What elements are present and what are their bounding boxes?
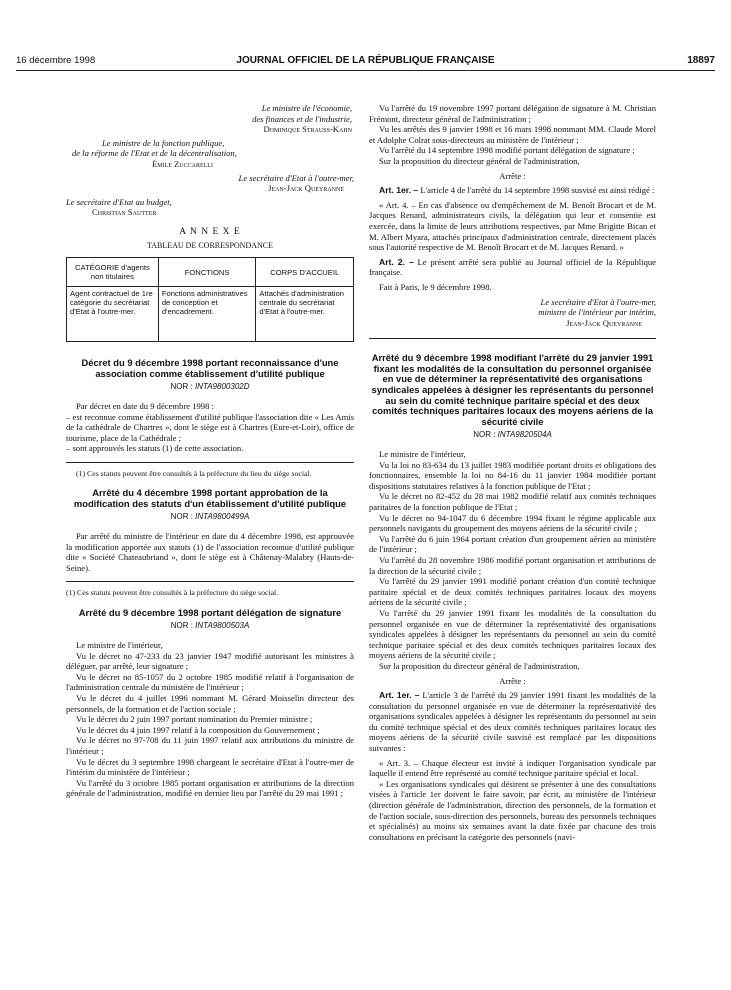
- signature-economy: [66, 103, 354, 135]
- article-4-quote: « Art. 4. – En cas d'absence ou d'empêchement de M. Benoît Brocart et de M. Jacques Renard, administrateurs civils, la délégation qui leur et consentie est exercée, dans la limite de leurs attributions respectives, par Mme Brigitte Bican et M. Albert Myara, attachés principaux d'administration centrale, directement placés sous l'autorité respective de M. Benoît Brocart et de M. Jacques Renard. »: [369, 199, 656, 253]
- footnote-separator: [66, 462, 354, 463]
- header-page-number: 18897: [687, 55, 715, 66]
- article-2: [369, 257, 656, 278]
- arrete2-paragraph: Vu le décret no 47-233 du 23 janvier 1947 modifié autorisant les ministres à déléguer, par arrêté, leur signature ;: [66, 650, 354, 672]
- arrete-word: Arrête :: [499, 675, 526, 686]
- signature-name: Christian Sautter: [92, 207, 157, 218]
- arrete1-footnote: (1) Ces statuts peuvent être consultés à la préfecture du siège social.: [66, 588, 279, 598]
- decret-footnote: (1) Ces statuts peuvent être consultés à la préfecture du lieu du siège social.: [76, 468, 312, 478]
- nor-code: INTA9800302D: [194, 382, 250, 392]
- arrete1-paragraph: Par arrêté du ministre de l'intérieur en date du 4 décembre 1998, est approuvée la modification apportée aux statuts (1) de l'association reconnue d'utilité publique dite « Société Chateaubriand », dont le siège est à Châtenay-Malabry (Hauts-de-Seine).: [66, 531, 354, 573]
- signature-title: des finances et de l'industrie,: [252, 113, 352, 124]
- table-cell: Agent contractuel de 1re catégorie du secrétariat d'Etat à l'outre-mer.: [67, 287, 159, 342]
- nor-code: INTA9800503A: [195, 621, 250, 631]
- arrete2-nor: NOR : INTA9800503A: [170, 621, 250, 631]
- arrete3-paragraph: Vu l'arrêté du 28 novembre 1986 modifié portant organisation et attributions de la direction de la sécurité civile ;: [369, 554, 656, 576]
- arrete2-title: Arrêté du 9 décembre 1998 portant délégation de signature: [78, 606, 342, 618]
- signature-title: Le ministre de l'économie,: [261, 103, 352, 113]
- signature-title: de la réforme de l'Etat et de la décentralisation,: [72, 148, 237, 159]
- right-paragraph: Vu l'arrêté du 19 novembre 1997 portant délégation de signature à M. Christian Frémont, directeur général de l'administration ;: [369, 103, 656, 124]
- signature-title: Le ministre de la fonction publique,: [102, 137, 225, 148]
- header-journal-title: JOURNAL OFFICIEL DE LA RÉPUBLIQUE FRANÇAISE: [236, 55, 495, 66]
- decret-paragraph: – sont approuvés les statuts (1) de cette association.: [66, 443, 244, 454]
- header-date: 16 décembre 1998: [16, 55, 96, 66]
- arrete3-paragraph: Sur la proposition du directeur général de l'administration,: [379, 660, 580, 671]
- table-cell: Attachés d'administration centrale du secrétariat d'Etat à l'outre-mer.: [256, 287, 354, 342]
- arrete3-paragraph: Vu le décret no 82-452 du 28 mai 1982 modifié relatif aux comités techniques paritaires de la fonction publique de l'Etat ;: [369, 491, 656, 512]
- signature-title: Le secrétaire d'Etat au budget,: [66, 196, 172, 207]
- signature-overseas: [66, 173, 354, 194]
- arrete2-paragraph: Vu le décret du 3 septembre 1998 chargeant le secrétaire d'Etat à l'outre-mer de l'intérim du ministère de l'intérieur ;: [66, 756, 354, 778]
- arrete3-paragraph: Vu l'arrêté du 29 janvier 1991 modifié portant création d'un comité technique paritaire spécial et de deux comités techniques paritaires locaux des moyens aériens de la sécurité civile ;: [369, 576, 656, 608]
- arrete-word: Arrête :: [499, 170, 526, 181]
- decret-title: Décret du 9 décembre 1998 portant reconnaissance d'une association comme établissement d'utilité publique: [81, 357, 339, 379]
- header-rule: [16, 70, 715, 71]
- arrete2-paragraph: Vu le décret du 2 juin 1997 portant nomination du Premier ministre ;: [76, 714, 313, 725]
- arrete2-paragraph: Vu l'arrêté du 3 octobre 1985 portant organisation et attributions de la direction générale de l'administration, modifié en dernier lieu par l'arrêté du 29 mai 1991 ;: [66, 777, 354, 799]
- table-cell: Fonctions administratives de conception et d'encadrement.: [158, 287, 256, 342]
- signature-name: Jean-Jack Queyranne: [566, 317, 642, 328]
- table-header: FONCTIONS: [158, 258, 256, 287]
- fait-line: Fait à Paris, le 9 décembre 1998.: [379, 281, 492, 292]
- decret-nor: NOR : INTA9800302D: [170, 382, 250, 392]
- decret-paragraph: – est reconnue comme établissement d'utilité publique l'association dite « Les Amis de la cathédrale de Chartres », dont le siège est à Chartres (Eure-et-Loir), office de tourisme, place de la Cathédrale ;: [66, 411, 354, 443]
- signature-name: Jean-Jack Queyranne: [268, 183, 344, 194]
- decret-paragraph: Par décret en date du 9 décembre 1998 :: [76, 400, 214, 411]
- arrete2-paragraph: Vu le décret du 4 juillet 1996 nommant M. Gérard Moisselin directeur des personnels, de la formation et de l'action sociale ;: [66, 693, 354, 714]
- table-header-row: [67, 258, 354, 287]
- article-1: [369, 185, 656, 196]
- article-text: L'article 4 de l'arrêté du 14 septembre 1998 susvisé est ainsi rédigé :: [420, 185, 655, 196]
- arrete3-paragraph: Vu la loi no 83-634 du 13 juillet 1983 modifiée portant droits et obligations des fonctionnaires, ensemble la loi no 84-16 du 11 janvier 1984 modifiée portant dispositions statutaires relatives à la fonction publique de l'Etat ;: [369, 459, 656, 491]
- arrete3-paragraph: Vu le décret no 94-1047 du 6 décembre 1994 fixant le régime applicable aux personnels navigants du groupement des moyens aériens de la sécurité civile ;: [369, 512, 656, 534]
- signature-budget: [66, 197, 354, 218]
- article-text: L'article 3 de l'arrêté du 29 janvier 1991 fixant les modalités de la consultation du personnel organisée en vue de déterminer la représentativité des organisations syndicales appelées à désigner les représentants du personnel au sein du comité technique spécial et des deux comités techniques paritaires locaux des moyens aériens de la sécurité civile susvisé est remplacé par les dispositions suivantes :: [369, 690, 656, 754]
- arrete3-paragraph: Vu l'arrêté du 29 janvier 1991 fixant les modalités de la consultation du personnel organisée en vue de déterminer la représentativité des organisations syndicales appelées à désigner les représentants du personnel au sein du comité technique paritaire spécial et des deux comités techniques paritaires locaux des moyens aériens de la sécurité civile ;: [369, 607, 656, 661]
- arrete3-nor: NOR : INTA9820504A: [473, 430, 552, 440]
- signature-title: Le secrétaire d'Etat à l'outre-mer,: [238, 172, 354, 183]
- signature-public-service: [66, 138, 354, 170]
- correspondence-table: [66, 257, 354, 342]
- article-3-quote: « Art. 3. – Chaque électeur est invité à indiquer l'organisation syndicale par laquelle il entend être représenté au comité technique paritaire spécial et local.: [369, 757, 656, 779]
- article-label: Art. 2. –: [379, 256, 414, 267]
- table-header: CATÉGORIE d'agents non titulaires: [67, 258, 159, 287]
- article-1b: [369, 690, 656, 754]
- article-label: Art. 1er. –: [379, 690, 420, 701]
- nor-code: INTA9800499A: [195, 512, 250, 522]
- right-paragraph: Vu les arrêtés des 9 janvier 1998 et 16 mars 1998 nommant MM. Claude Morel et Adolphe Colrat sous-directeurs au ministère de l'intérieur ;: [369, 124, 656, 145]
- table-title: TABLEAU DE CORRESPONDANCE: [146, 240, 274, 250]
- annexe-heading: A N N E X E: [179, 226, 241, 237]
- signature-title: Le secrétaire d'Etat à l'outre-mer,: [540, 296, 656, 307]
- arrete2-paragraph: Vu le décret no 85-1057 du 2 octobre 1985 modifié relatif à l'organisation de l'administration centrale du ministère de l'intérieur ;: [66, 671, 354, 693]
- arrete3-title: Arrêté du 9 décembre 1998 modifiant l'arrêté du 29 janvier 1991 fixant les modalités de la consultation du personnel organisée en vue de déterminer la représentativité des organisations syndicales appelées à désigner les représentants du personnel au sein du comité technique paritaire spécial et des deux comités techniques paritaires locaux des moyens aériens de la sécurité civile: [371, 352, 654, 427]
- right-paragraph: Vu l'arrêté du 14 septembre 1998 modifié portant délégation de signature ;: [379, 145, 635, 156]
- left-column: [66, 103, 354, 799]
- signature-name: Émile Zuccarelli: [152, 158, 213, 169]
- footnote-separator: [66, 581, 354, 582]
- article-text: Le présent arrêté sera publié au Journal officiel de la République française.: [369, 256, 656, 278]
- table-header: CORPS D'ACCUEIL: [256, 258, 354, 287]
- nor-code: INTA9820504A: [497, 430, 552, 440]
- arrete3-paragraph: Vu l'arrêté du 6 juin 1964 portant création d'un groupement aérien au ministère de l'intérieur ;: [369, 533, 656, 555]
- last-paragraph: « Les organisations syndicales qui désirent se présenter à une des consultations visées à l'article 1er doivent le faire savoir, par écrit, au ministère de l'intérieur (direction générale de l'administration, direction des personnels, de la formation et de l'action sociale, sous-direction des personnels, bureau des personnels techniques et spécialisés) au moins six semaines avant la date fixée par chacune des trois consultations en précisant la catégorie des personnels (navi-: [369, 778, 656, 842]
- right-column: [369, 103, 656, 842]
- signature-title: ministre de l'intérieur par intérim,: [538, 307, 656, 318]
- arrete1-title: Arrêté du 4 décembre 1998 portant approbation de la modification des statuts d'un établissement d'utilité publique: [73, 487, 347, 509]
- arrete2-paragraph: Le ministre de l'intérieur,: [76, 640, 163, 651]
- article-label: Art. 1er. –: [379, 185, 419, 196]
- right-paragraph: Sur la proposition du directeur général de l'administration,: [379, 155, 580, 166]
- arrete2-paragraph: Vu le décret no 97-708 du 11 juin 1997 relatif aux attributions du ministre de l'intérieur ;: [66, 735, 354, 756]
- signature-overseas-interim: [369, 297, 656, 329]
- arrete1-nor: NOR : INTA9800499A: [170, 512, 250, 522]
- section-separator: [369, 338, 656, 339]
- signature-name: Dominique Strauss-Kahn: [263, 124, 352, 135]
- arrete2-paragraph: Vu le décret du 4 juin 1997 relatif à la composition du Gouvernement ;: [76, 724, 320, 735]
- table-row: [67, 287, 354, 342]
- arrete3-paragraph: Le ministre de l'intérieur,: [379, 449, 466, 460]
